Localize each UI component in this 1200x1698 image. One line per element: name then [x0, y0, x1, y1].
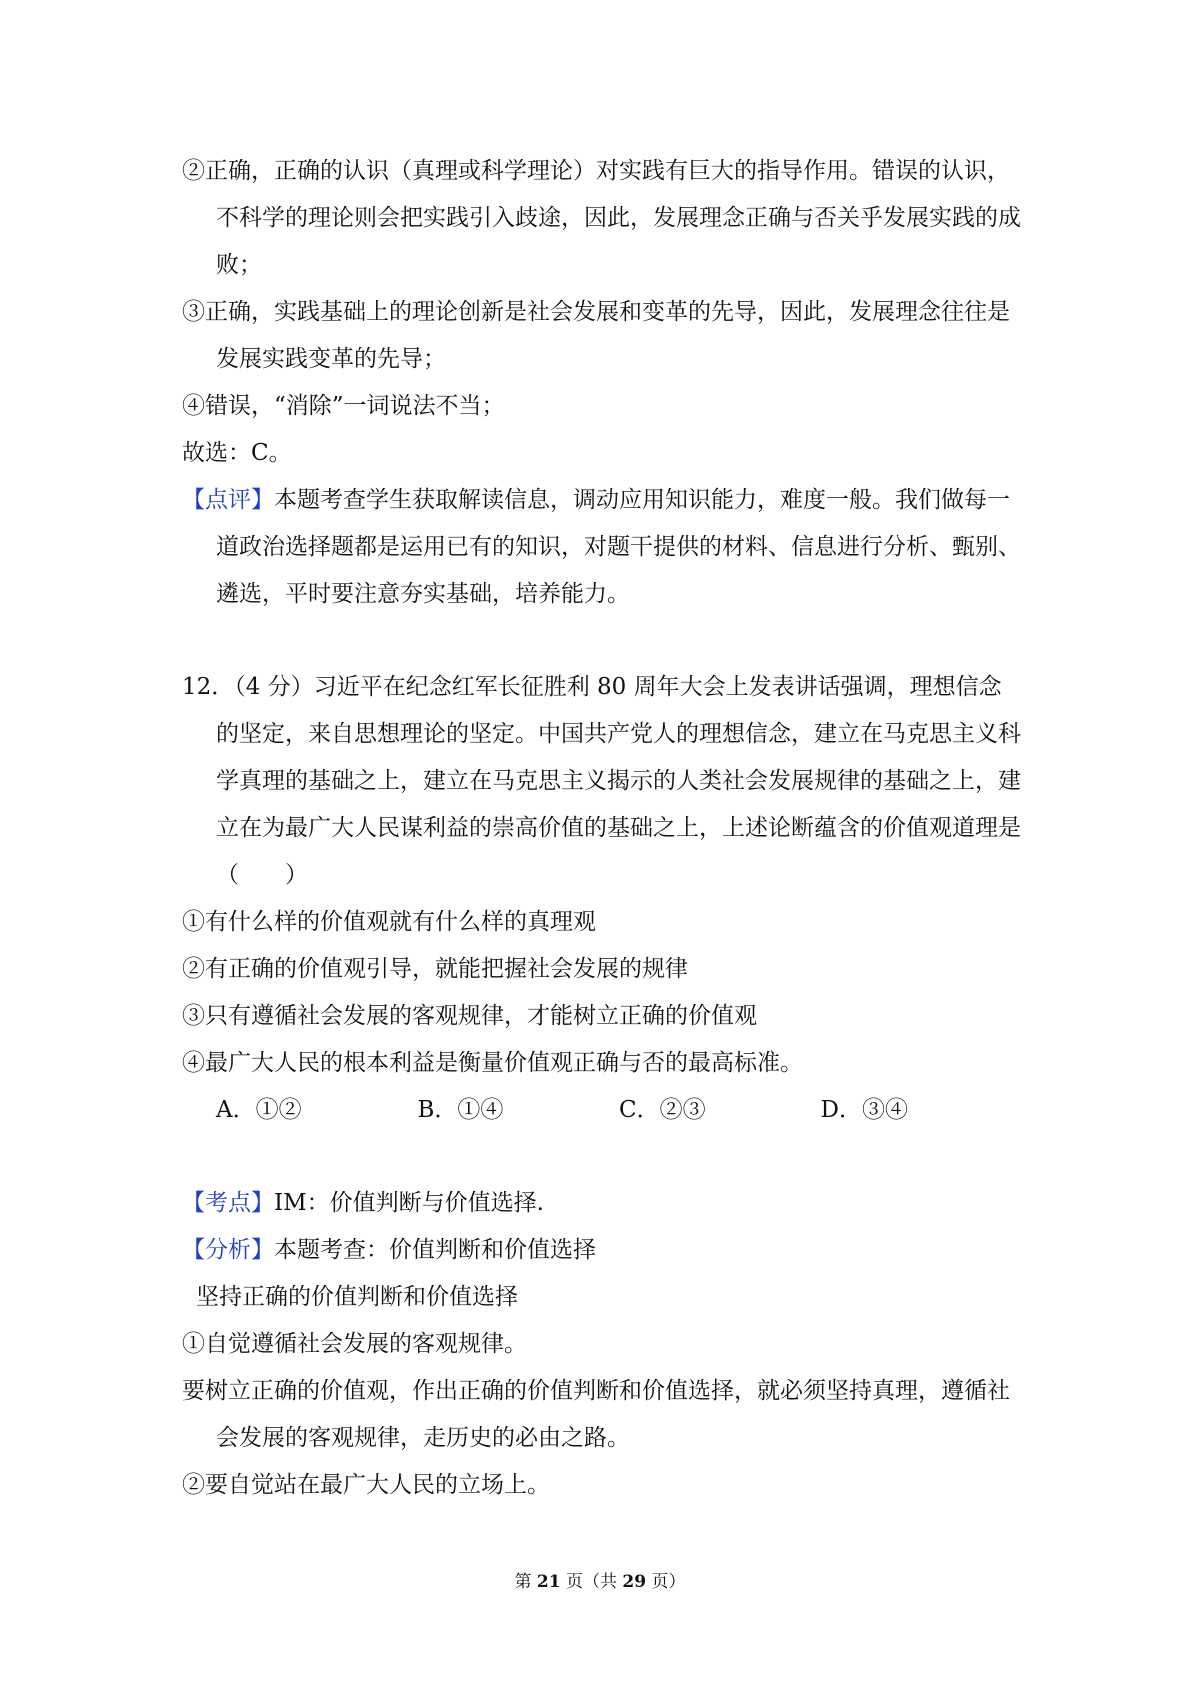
kaodian-paragraph — [182, 1180, 1022, 1227]
analysis-line-4: ②要自觉站在最广大人民的立场上。 — [182, 1472, 550, 1498]
kaodian-text: IM：价值判断与价值选择. — [274, 1190, 544, 1216]
footer-page-number: 21 — [536, 1572, 561, 1592]
comment-paragraph — [182, 477, 1022, 618]
footer-suffix: 页） — [651, 1572, 686, 1592]
spacer — [182, 1134, 1022, 1180]
answer-item-2: ②正确，正确的认识（真理或科学理论）对实践有巨大的指导作用。错误的认识，不科学的理论则会把实践引入歧途，因此，发展理念正确与否关乎发展实践的成败； — [182, 158, 1021, 278]
kaodian-tag: 【考点】 — [182, 1190, 274, 1216]
footer-prefix: 第 — [514, 1572, 532, 1592]
statement-2: ②有正确的价值观引导，就能把握社会发展的规律 — [182, 956, 688, 982]
question-12-stem: 12．（4 分）习近平在纪念红军长征胜利 80 周年大会上发表讲话强调，理想信念的坚定，来自思想理论的坚定。中国共产党人的理想信念，建立在马克思主义科学真理的基础之上，建立在马克思主义揭示的人类社会发展规律的基础之上，建立在为最广大人民谋利益的崇高价值的基础之上，上述论断蕴含的价值观道理是（ ） — [182, 674, 1021, 888]
answer-choice: 故选：C。 — [182, 440, 292, 466]
comment-tag: 【点评】 — [182, 487, 274, 513]
spacer — [182, 618, 1022, 664]
fenxi-text: 本题考查：价值判断和价值选择 — [274, 1237, 596, 1263]
option-a: A．①② — [216, 1097, 302, 1123]
page-footer — [0, 1570, 1200, 1594]
option-d: D．③④ — [820, 1097, 908, 1123]
page-content — [182, 148, 1022, 1509]
analysis-line-3: 要树立正确的价值观，作出正确的价值判断和价值选择，就必须坚持真理，遵循社会发展的客观规律，走历史的必由之路。 — [182, 1378, 1010, 1451]
comment-text: 本题考查学生获取解读信息，调动应用知识能力，难度一般。我们做每一道政治选择题都是运用已有的知识，对题干提供的材料、信息进行分析、甄别、遴选，平时要注意夯实基础，培养能力。 — [216, 487, 1021, 607]
analysis-line-1: 坚持正确的价值判断和价值选择 — [196, 1284, 518, 1310]
footer-mid: 页（共 — [566, 1572, 617, 1592]
option-b: B．①④ — [417, 1097, 504, 1123]
fenxi-tag: 【分析】 — [182, 1237, 274, 1263]
analysis-line-2: ①自觉遵循社会发展的客观规律。 — [182, 1331, 527, 1357]
answer-item-4: ④错误，“消除”一词说法不当； — [182, 393, 505, 419]
statement-4: ④最广大人民的根本利益是衡量价值观正确与否的最高标准。 — [182, 1050, 803, 1076]
statement-3: ③只有遵循社会发展的客观规律，才能树立正确的价值观 — [182, 1003, 757, 1029]
statement-1: ①有什么样的价值观就有什么样的真理观 — [182, 909, 596, 935]
option-c: C．②③ — [619, 1097, 706, 1123]
answer-item-3: ③正确，实践基础上的理论创新是社会发展和变革的先导，因此，发展理念往往是发展实践变革的先导； — [182, 299, 1010, 372]
footer-total-pages: 29 — [622, 1572, 647, 1592]
answer-options — [182, 1087, 1022, 1134]
fenxi-paragraph — [182, 1227, 1022, 1274]
